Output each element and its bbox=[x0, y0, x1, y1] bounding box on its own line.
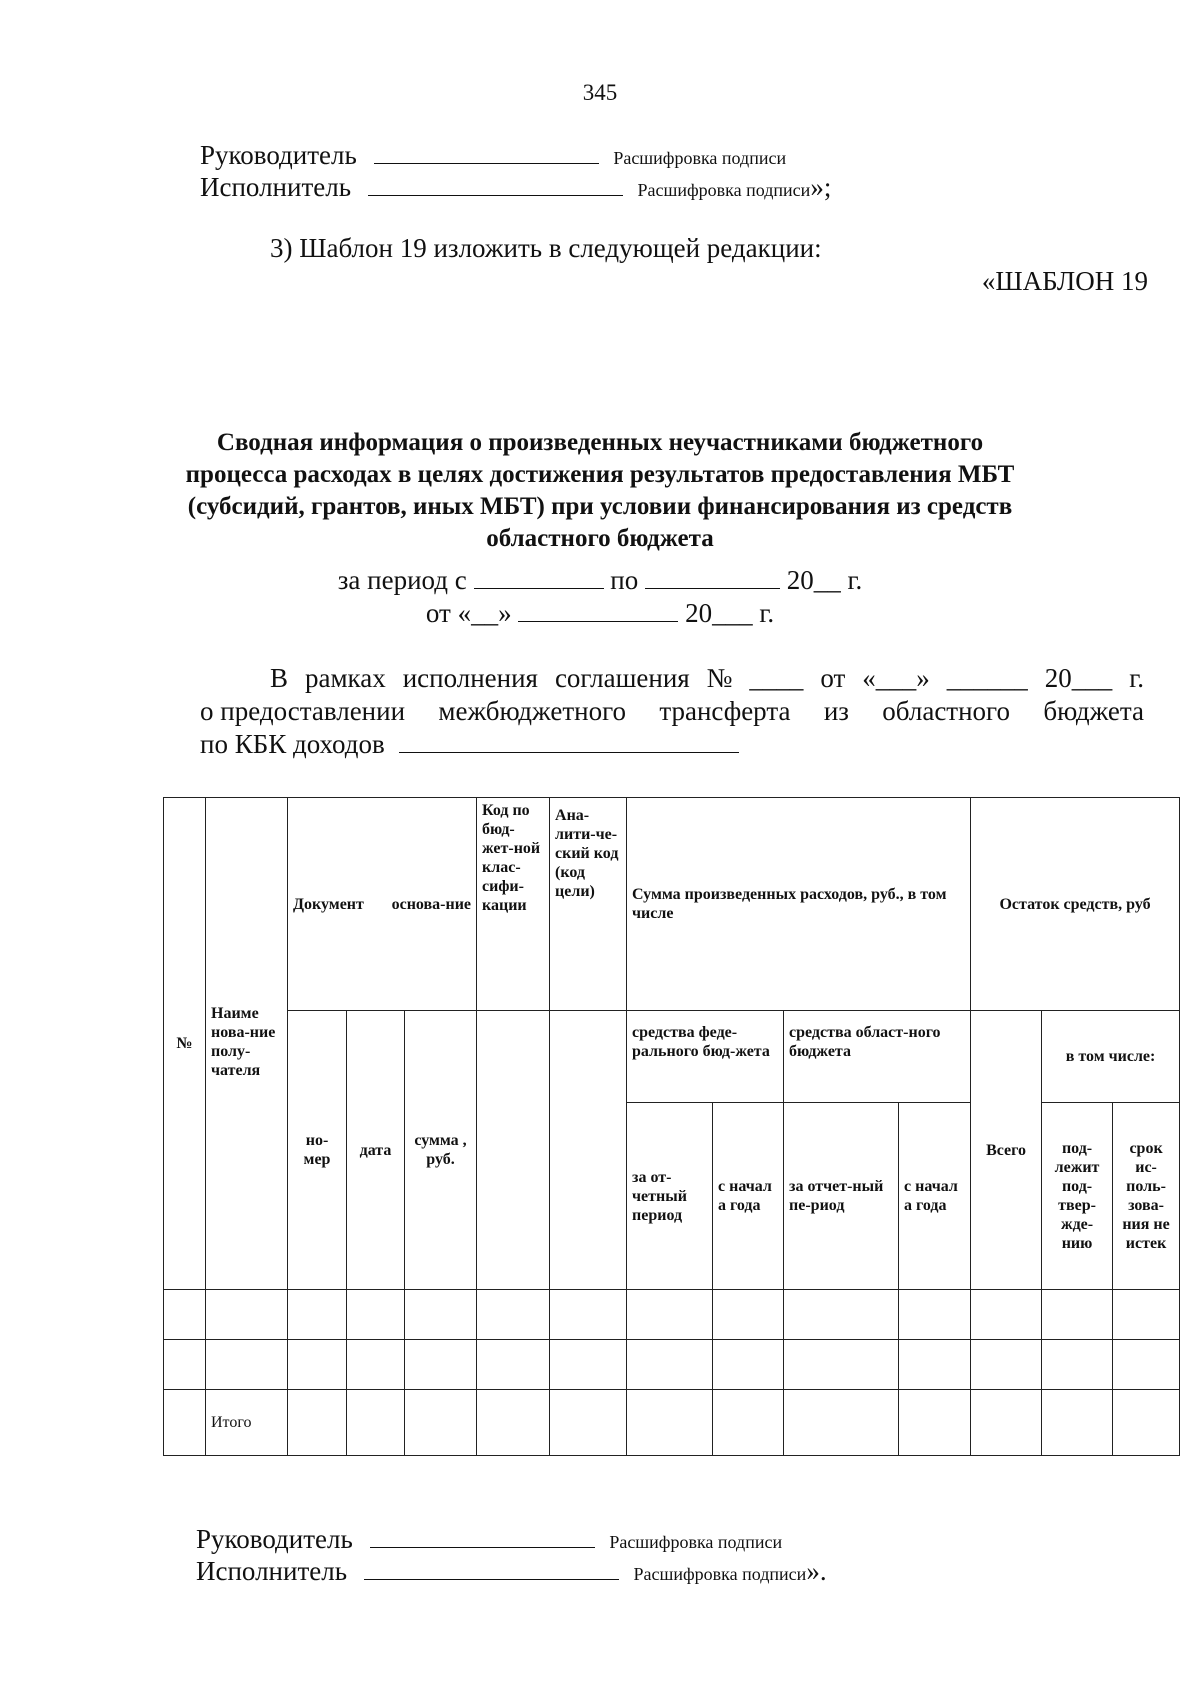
word: № bbox=[706, 663, 733, 693]
head-label: Руководитель bbox=[200, 140, 357, 170]
period-start-blank bbox=[474, 568, 604, 589]
period-line bbox=[0, 565, 1200, 596]
word: рамках bbox=[304, 663, 386, 693]
signature-head-top bbox=[200, 140, 786, 171]
period-fed: за от-четный период bbox=[627, 1103, 713, 1290]
sub-regional: средства област-ного бюджета bbox=[784, 1011, 971, 1103]
col-kbk: Код по бюд-жет-ной клас-сифи-кации bbox=[477, 798, 550, 1011]
ytd-fed: с начал а года bbox=[713, 1103, 784, 1290]
head-decode: Расшифровка подписи bbox=[609, 1532, 783, 1552]
agreement-line-2 bbox=[200, 696, 1144, 729]
col-analytic: Ана-лити-че-ский код (код цели) bbox=[550, 798, 627, 1011]
col-balance: Остаток средств, руб bbox=[971, 798, 1180, 1011]
template-label: «ШАБЛОН 19 bbox=[981, 266, 1148, 296]
word: ______ bbox=[946, 663, 1028, 693]
executor-label: Исполнитель bbox=[200, 172, 352, 202]
summary-table bbox=[163, 797, 1180, 1456]
word: «___» bbox=[862, 663, 930, 693]
word: 20___ bbox=[1044, 663, 1113, 693]
analytic-empty bbox=[550, 1011, 627, 1290]
word: В bbox=[270, 663, 289, 693]
signature-executor-top bbox=[200, 172, 831, 203]
sub-federal: средства феде-рального бюд-жета bbox=[627, 1011, 784, 1103]
date-prefix: от «__» bbox=[425, 598, 512, 628]
table-row bbox=[164, 1340, 1180, 1390]
signature-blank bbox=[364, 1559, 619, 1580]
word: межбюджетного bbox=[438, 696, 626, 726]
period-year: 20__ г. bbox=[786, 565, 863, 595]
header-row-2 bbox=[164, 1011, 1180, 1103]
date-month-blank bbox=[518, 601, 678, 622]
agreement-line-3 bbox=[200, 729, 1144, 760]
word: бюджета bbox=[1043, 696, 1144, 726]
title-line: (субсидий, грантов, иных МБТ) при условии финансирования из средств bbox=[187, 493, 1013, 520]
col-expenses: Сумма произведенных расходов, руб., в том числе bbox=[627, 798, 971, 1011]
executor-suffix: »; bbox=[810, 172, 832, 202]
table-row bbox=[164, 1290, 1180, 1340]
doc-number: но-мер bbox=[288, 1011, 347, 1290]
head-label: Руководитель bbox=[196, 1524, 353, 1554]
date-line bbox=[0, 598, 1200, 629]
word: трансферта bbox=[659, 696, 791, 726]
period-prefix: за период с bbox=[337, 565, 467, 595]
not-expired: срок ис-поль-зова-ния не истек bbox=[1113, 1103, 1180, 1290]
signature-blank bbox=[368, 175, 623, 196]
instruction-text: 3) Шаблон 19 изложить в следующей редакции: bbox=[270, 233, 822, 263]
word: от bbox=[820, 663, 846, 693]
executor-label: Исполнитель bbox=[196, 1556, 348, 1586]
col-document: Документ основа-ние bbox=[288, 798, 477, 1011]
col-recipient: Наиме нова-ние полу-чателя bbox=[206, 798, 288, 1290]
word: соглашения bbox=[554, 663, 690, 693]
executor-decode: Расшифровка подписи bbox=[633, 1564, 807, 1584]
doc-date: дата bbox=[347, 1011, 405, 1290]
ytd-reg: с начал а года bbox=[899, 1103, 971, 1290]
period-reg: за отчет-ный пе-риод bbox=[784, 1103, 899, 1290]
signature-blank bbox=[370, 1527, 595, 1548]
word: исполнения bbox=[402, 663, 538, 693]
word: г. bbox=[1129, 663, 1144, 693]
document-title bbox=[150, 427, 1050, 555]
to-confirm: под-лежит под-твер-жде-нию bbox=[1042, 1103, 1113, 1290]
page-number: 345 bbox=[582, 80, 618, 105]
col-no: № bbox=[164, 798, 206, 1290]
doc-sum: сумма , руб. bbox=[405, 1011, 477, 1290]
signature-blank bbox=[374, 143, 599, 164]
title-line: областного бюджета bbox=[486, 525, 714, 552]
word: из bbox=[823, 696, 849, 726]
word: ____ bbox=[749, 663, 804, 693]
word: о предоставлении bbox=[200, 696, 406, 726]
header-row-1 bbox=[164, 798, 1180, 1011]
total-row-label: Итого bbox=[206, 1390, 288, 1456]
word: областного bbox=[882, 696, 1010, 726]
sub-including: в том числе: bbox=[1042, 1011, 1180, 1103]
title-line: процесса расходах в целях достижения результатов предоставления МБТ bbox=[185, 461, 1015, 488]
date-year: 20___ г. bbox=[685, 598, 775, 628]
period-end-blank bbox=[645, 568, 780, 589]
signature-head-bottom bbox=[196, 1524, 782, 1555]
table-row-total bbox=[164, 1390, 1180, 1456]
kbk-blank bbox=[399, 732, 739, 753]
signature-executor-bottom bbox=[196, 1556, 827, 1587]
total-all: Всего bbox=[971, 1011, 1042, 1290]
kbk-prefix: по КБК доходов bbox=[200, 729, 385, 759]
kbk-empty bbox=[477, 1011, 550, 1290]
period-by: по bbox=[610, 565, 639, 595]
title-line: Сводная информация о произведенных неучастниками бюджетного bbox=[216, 429, 984, 456]
executor-suffix: ». bbox=[806, 1556, 827, 1586]
head-decode: Расшифровка подписи bbox=[613, 148, 787, 168]
executor-decode: Расшифровка подписи bbox=[637, 180, 811, 200]
agreement-paragraph bbox=[200, 663, 1144, 760]
agreement-line-1 bbox=[200, 663, 1144, 696]
